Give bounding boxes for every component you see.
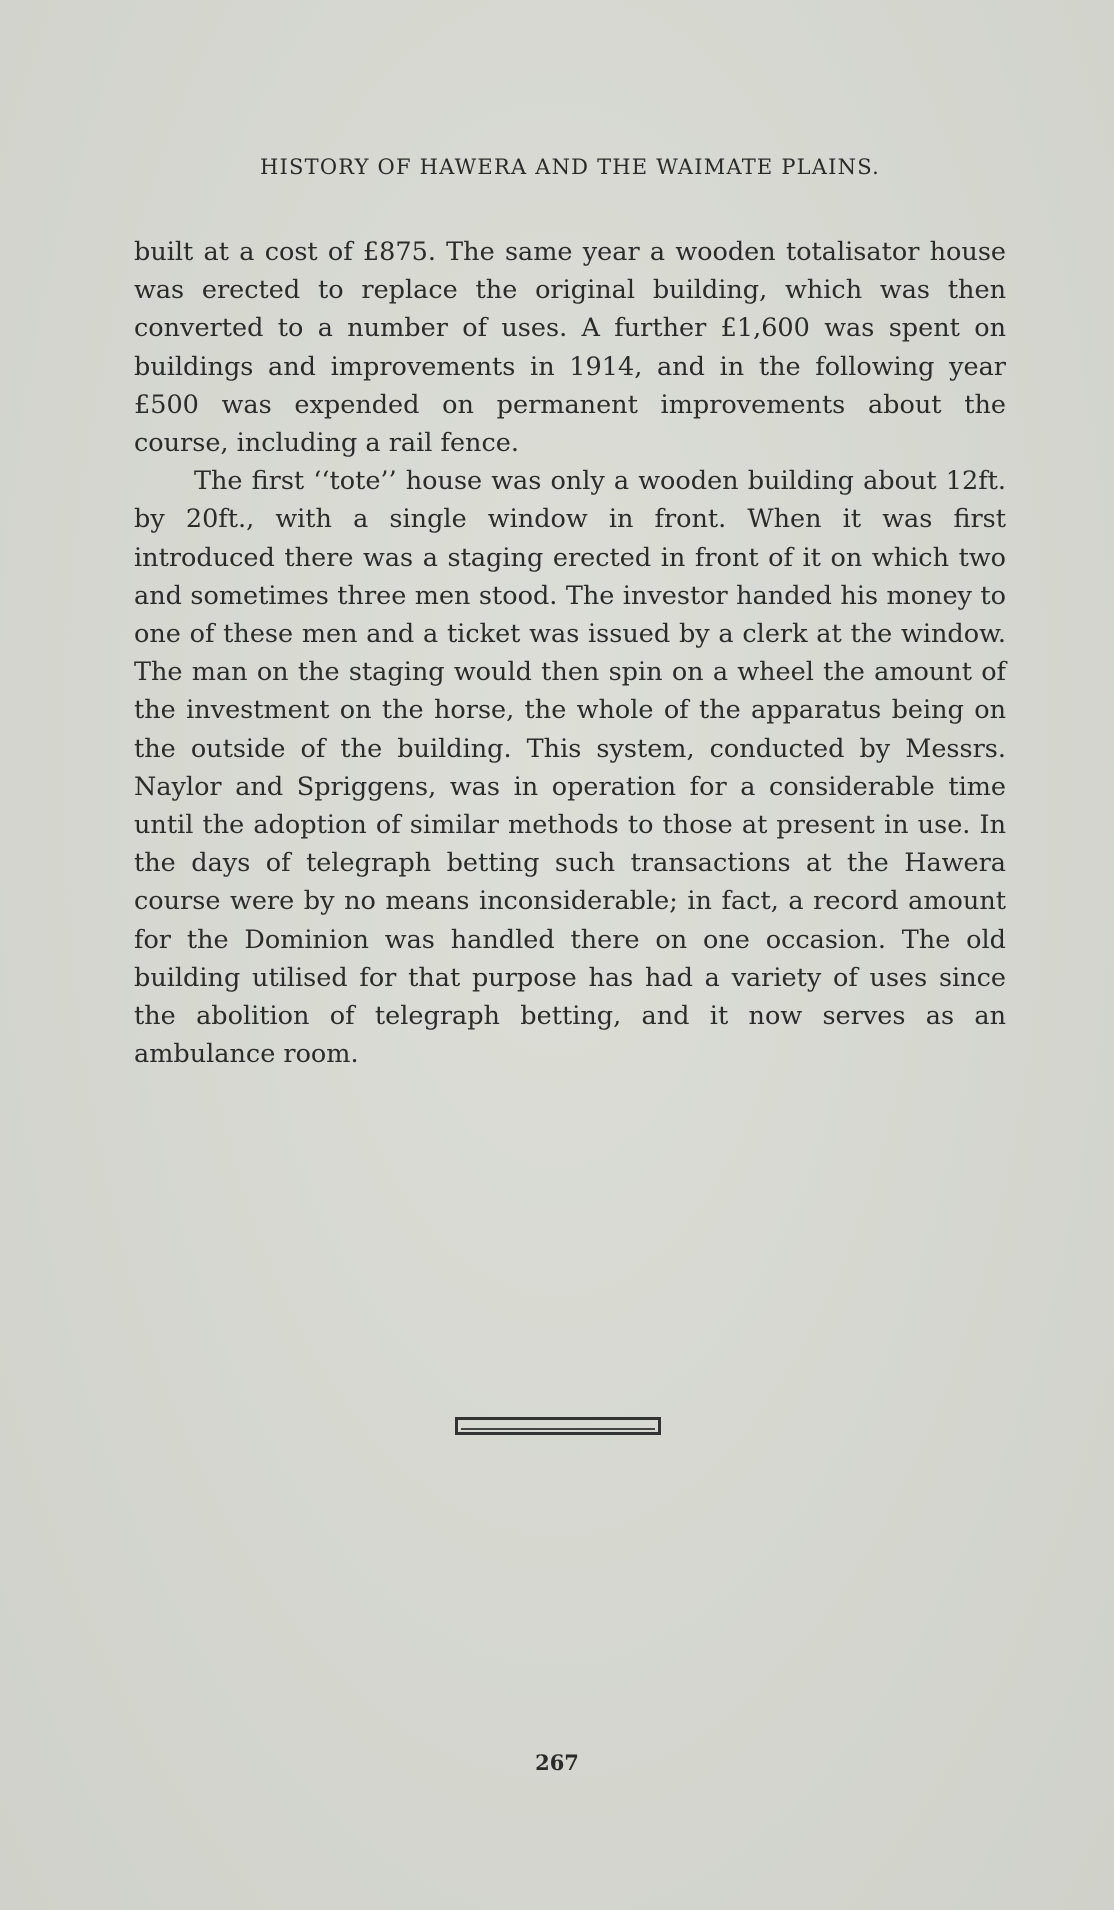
running-title: HISTORY OF HAWERA AND THE WAIMATE PLAINS.: [260, 155, 880, 179]
body-text: [134, 233, 1006, 1073]
section-end-ornament: [455, 1417, 661, 1435]
page-number: 267: [535, 1750, 579, 1775]
paragraph-continuation: built at a cost of £875. The same year a wooden totalisator house was erected to replace the original building, which was then converted to a number of uses. A further £1,600 was spent on buildings and improvements in 1914, and in the following year £500 was expended on permanent improvements about the course, including a rail fence.: [134, 237, 1006, 459]
paragraph-tote-house: The first ‘‘tote’’ house was only a wooden building about 12ft. by 20ft., with a single window in front. When it was first introduced there was a staging erected in front of it on which two and sometimes three men stood. The investor handed his money to one of these men and a ticket was issued by a clerk at the window. The man on the staging would then spin on a wheel the amount of the investment on the horse, the whole of the apparatus being on the outside of the building. This system, conducted by Messrs. Naylor and Spriggens, was in operation for a considerable time until the adoption of similar methods to those at present in use. In the days of telegraph betting such transactions at the Hawera course were by no means inconsiderable; in fact, a record amount for the Dominion was handled there on one occasion. The old building utilised for that purpose has had a variety of uses since the abolition of telegraph betting, and it now serves as an ambulance room.: [134, 466, 1006, 1070]
